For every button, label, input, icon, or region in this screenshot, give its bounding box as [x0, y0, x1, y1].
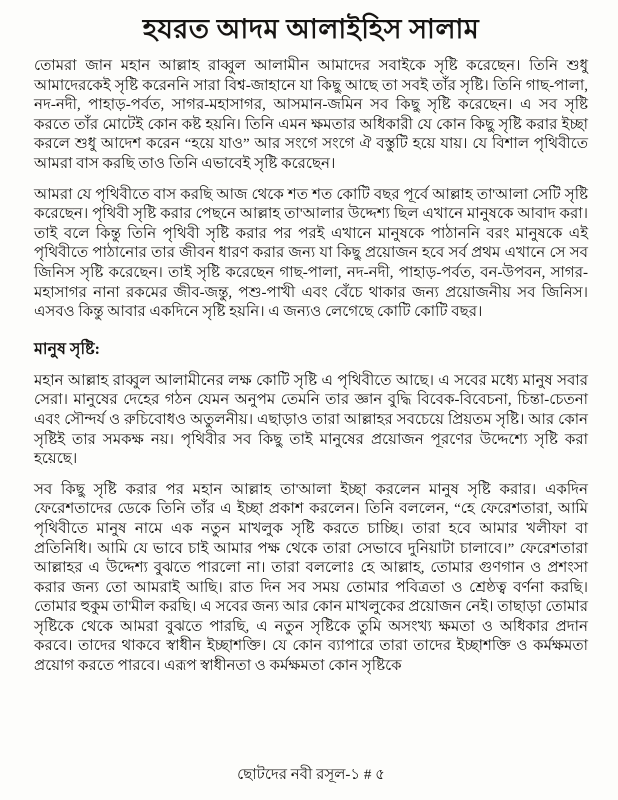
- paragraph-angels-dialogue: সব কিছু সৃষ্টি করার পর মহান আল্লাহ তা'আলা ইচ্ছা করলেন মানুষ সৃষ্টি করার। একদিন ফেরেশতাদের ডেকে তিনি তাঁর এ ইচ্ছা প্রকাশ করলেন। তিনি বললেন, “হে ফেরেশতারা, আমি পৃথিবীতে মানুষ নামে এক নতুন মাখলুক সৃষ্টি করতে চাচ্ছি। তারা হবে আমার খলীফা বা প্রতিনিধি। আমি যে ভাবে চাই আমার পক্ষ থেকে তারা সেভাবে দুনিয়াটা চালাবে।” ফেরেশতারা আল্লাহর এ উদ্দেশ্য বুঝতে পারলো না। তারা বললোঃ হে আল্লাহ, তোমার গুণগান ও প্রশংসা করার জন্য তো আমরাই আছি। রাত দিন সব সময় তোমার পবিত্রতা ও শ্রেষ্ঠত্ব বর্ণনা করছি। তোমার হুকুম তা'মীল করছি। এ সবের জন্য আর কোন মাখলুকের প্রয়োজন নেই। তাছাড়া তোমার সৃষ্টিকে থেকে আমরা বুঝতে পারছি, এ নতুন সৃষ্টিকে তুমি অসংখ্য ক্ষমতা ও অধিকার প্রদান করবে। তাদের থাকবে স্বাধীন ইচ্ছাশক্তি। যে কোন ব্যাপারে তারা তাদের ইচ্ছাশক্তি ও কর্মক্ষমতা প্রয়োগ করতে পারবে। এরূপ স্বাধীনতা ও কর্মক্ষমতা কোন সৃষ্টিকে: [34, 481, 588, 675]
- paragraph-earth-creation: আমরা যে পৃথিবীতে বাস করছি আজ থেকে শত শত কোটি বছর পূর্বে আল্লাহ তা'আলা সেটি সৃষ্টি করেছেন। পৃথিবী সৃষ্টি করার পেছনে আল্লাহ তা'আলার উদ্দেশ্য ছিল এখানে মানুষকে আবাদ করা। তাই বলে কিন্তু তিনি পৃথিবী সৃষ্টি করার পর পরই এখানে মানুষকে পাঠাননি বরং মানুষকে এই পৃথিবীতে পাঠানোর তার জীবন ধারণ করার জন্য যা কিছু প্রয়োজন হবে সর্ব প্রথম এখানে সে সব জিনিস সৃষ্টি করেছেন। তাই সৃষ্টি করেছেন গাছ-পালা, নদ-নদী, পাহাড়-পর্বত, বন-উপবন, সাগর-মহাসাগর নানা রকমের জীব-জন্তু, পশু-পাখী এবং বেঁচে থাকার জন্য প্রয়োজনীয় সব জিনিস। এসবও কিন্তু আবার একদিনে সৃষ্টি হয়নি। এ জন্যও লেগেছে কোটি কোটি বছর।: [34, 186, 588, 321]
- paragraph-creation-of-everything: তোমরা জান মহান আল্লাহ রাব্বুল আলামীন আমাদের সবাইকে সৃষ্টি করেছেন। তিনি শুধু আমাদেরকেই সৃষ্টি করেননি সারা বিশ্ব-জাহানে যা কিছু আছে তা সবই তাঁর সৃষ্টি। তিনি গাছ-পালা, নদ-নদী, পাহাড়-পর্বত, সাগর-মহাসাগর, আসমান-জমিন সব কিছু সৃষ্টি করেছেন। এ সব সৃষ্টি করতে তাঁর মোটেই কোন কষ্ট হয়নি। তিনি এমন ক্ষমতার অধিকারী যে কোন কিছু সৃষ্টি করার ইচ্ছা করলে শুধু আদেশ করেন “হয়ে যাও” আর সংগে সংগে ঐ বস্তুটি হয়ে যায়। যে বিশাল পৃথিবীতে আমরা বাস করছি তাও তিনি এভাবেই সৃষ্টি করেছেন।: [34, 58, 588, 173]
- section-heading-creation-of-man: মানুষ সৃষ্টি:: [34, 340, 100, 358]
- page-footer: ছোটদের নবী রসূল-১ # ৫: [237, 767, 385, 783]
- paragraph-man-best-creation: মহান আল্লাহ রাব্বুল আলামীনের লক্ষ কোটি সৃষ্টি এ পৃথিবীতে আছে। এ সবের মধ্যে মানুষ সবার সেরা। মানুষের দেহের গঠন যেমন অনুপম তেমনি তার জ্ঞান বুদ্ধি বিবেক-বিবেচনা, চিন্তা-চেতনা এবং সৌন্দর্য ও রুচিবোধও অতুলনীয়। এছাড়াও তারা আল্লাহর সবচেয়ে প্রিয়তম সৃষ্টি। আর কোন সৃষ্টিই তার সমকক্ষ নয়। পৃথিবীর সব কিছু তাই মানুষের প্রয়োজন পূরণের উদ্দেশ্যে সৃষ্টি করা হয়েছে।: [34, 372, 588, 468]
- page-title: হযরত আদম আলাইহিস সালাম: [142, 14, 480, 44]
